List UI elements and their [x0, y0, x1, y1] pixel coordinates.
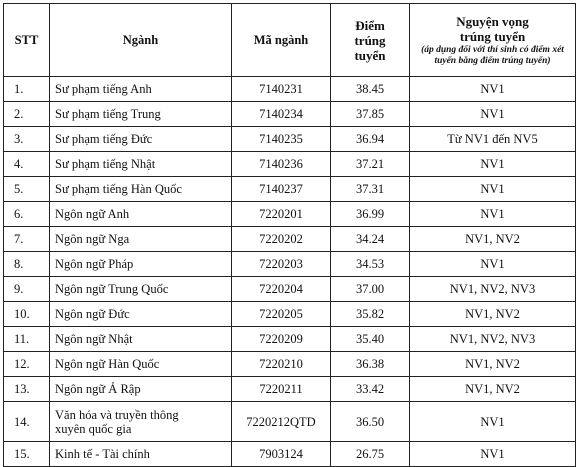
cell-score: 37.00	[331, 277, 410, 302]
cell-stt: 11.	[4, 327, 50, 352]
cell-code: 7140236	[232, 152, 331, 177]
cell-major: Ngôn ngữ Nhật	[50, 327, 232, 352]
cell-stt: 15.	[4, 442, 50, 467]
cell-code: 7220202	[232, 227, 331, 252]
cell-code: 7220212QTD	[232, 402, 331, 442]
cell-major: Ngôn ngữ Trung Quốc	[50, 277, 232, 302]
cell-code: 7220210	[232, 352, 331, 377]
table-row	[4, 127, 576, 152]
cell-major: Sư phạm tiếng Nhật	[50, 152, 232, 177]
cell-wish: NV1, NV2	[410, 302, 576, 327]
cell-major: Sư phạm tiếng Hàn Quốc	[50, 177, 232, 202]
cell-stt: 2.	[4, 102, 50, 127]
admission-scores-table	[3, 3, 576, 467]
cell-stt: 1.	[4, 77, 50, 102]
cell-score: 37.85	[331, 102, 410, 127]
table-row	[4, 152, 576, 177]
cell-code: 7140231	[232, 77, 331, 102]
header-stt: STT	[4, 4, 50, 77]
cell-code: 7220204	[232, 277, 331, 302]
cell-score: 35.82	[331, 302, 410, 327]
cell-stt: 5.	[4, 177, 50, 202]
cell-stt: 9.	[4, 277, 50, 302]
cell-score: 37.31	[331, 177, 410, 202]
table-row	[4, 177, 576, 202]
cell-code: 7903124	[232, 442, 331, 467]
cell-wish: NV1	[410, 252, 576, 277]
cell-code: 7140234	[232, 102, 331, 127]
table-row	[4, 277, 576, 302]
cell-stt: 4.	[4, 152, 50, 177]
cell-score: 36.99	[331, 202, 410, 227]
table-row	[4, 352, 576, 377]
cell-major: Ngôn ngữ Nga	[50, 227, 232, 252]
cell-wish: NV1, NV2, NV3	[410, 277, 576, 302]
cell-wish: NV1	[410, 77, 576, 102]
table-row	[4, 102, 576, 127]
table-row	[4, 202, 576, 227]
cell-wish: NV1	[410, 177, 576, 202]
cell-score: 35.40	[331, 327, 410, 352]
table-row	[4, 402, 576, 442]
cell-stt: 7.	[4, 227, 50, 252]
cell-score: 34.24	[331, 227, 410, 252]
cell-stt: 8.	[4, 252, 50, 277]
cell-wish: NV1	[410, 442, 576, 467]
cell-score: 34.53	[331, 252, 410, 277]
cell-major: Ngôn ngữ Đức	[50, 302, 232, 327]
cell-major-line: xuyên quốc gia	[55, 421, 132, 436]
cell-score: 36.50	[331, 402, 410, 442]
cell-stt: 12.	[4, 352, 50, 377]
cell-wish: NV1	[410, 402, 576, 442]
table-header-row	[4, 4, 576, 77]
cell-major: Sư phạm tiếng Anh	[50, 77, 232, 102]
header-code: Mã ngành	[232, 4, 331, 77]
table-row	[4, 377, 576, 402]
table-row	[4, 442, 576, 467]
cell-wish: NV1	[410, 102, 576, 127]
cell-major: Ngôn ngữ Hàn Quốc	[50, 352, 232, 377]
table-row	[4, 252, 576, 277]
cell-code: 7220201	[232, 202, 331, 227]
cell-code: 7220209	[232, 327, 331, 352]
cell-stt: 10.	[4, 302, 50, 327]
cell-major	[50, 402, 232, 442]
cell-stt: 6.	[4, 202, 50, 227]
cell-wish: Từ NV1 đến NV5	[410, 127, 576, 152]
cell-major: Kinh tế - Tài chính	[50, 442, 232, 467]
cell-code: 7220211	[232, 377, 331, 402]
cell-major: Ngôn ngữ Anh	[50, 202, 232, 227]
table-row	[4, 302, 576, 327]
table-row	[4, 227, 576, 252]
cell-stt: 3.	[4, 127, 50, 152]
table-row	[4, 77, 576, 102]
cell-score: 36.38	[331, 352, 410, 377]
admission-scores-document	[3, 3, 576, 467]
cell-score: 33.42	[331, 377, 410, 402]
cell-wish: NV1, NV2	[410, 352, 576, 377]
cell-score: 38.45	[331, 77, 410, 102]
cell-major: Sư phạm tiếng Trung	[50, 102, 232, 127]
cell-stt: 14.	[4, 402, 50, 442]
header-score: Điểm trúng tuyển	[331, 4, 410, 77]
table-row	[4, 327, 576, 352]
header-wish: Nguyện vọng trúng tuyển (áp dụng đối với thí sinh có điểm xét tuyển bằng điểm trúng tuyển)	[410, 4, 576, 77]
cell-major: Ngôn ngữ Pháp	[50, 252, 232, 277]
cell-score: 36.94	[331, 127, 410, 152]
cell-wish: NV1, NV2	[410, 227, 576, 252]
cell-stt: 13.	[4, 377, 50, 402]
cell-score: 37.21	[331, 152, 410, 177]
cell-code: 7220205	[232, 302, 331, 327]
cell-wish: NV1	[410, 152, 576, 177]
cell-code: 7140235	[232, 127, 331, 152]
cell-wish: NV1, NV2, NV3	[410, 327, 576, 352]
cell-major: Sư phạm tiếng Đức	[50, 127, 232, 152]
cell-major-line: Văn hóa và truyền thông	[55, 407, 179, 422]
header-major: Ngành	[50, 4, 232, 77]
cell-wish: NV1, NV2	[410, 377, 576, 402]
cell-major: Ngôn ngữ Ả Rập	[50, 377, 232, 402]
header-wish-note: (áp dụng đối với thí sinh có điểm xét tuyển bằng điểm trúng tuyển)	[421, 44, 564, 66]
cell-code: 7220203	[232, 252, 331, 277]
cell-score: 26.75	[331, 442, 410, 467]
cell-wish: NV1	[410, 202, 576, 227]
cell-code: 7140237	[232, 177, 331, 202]
